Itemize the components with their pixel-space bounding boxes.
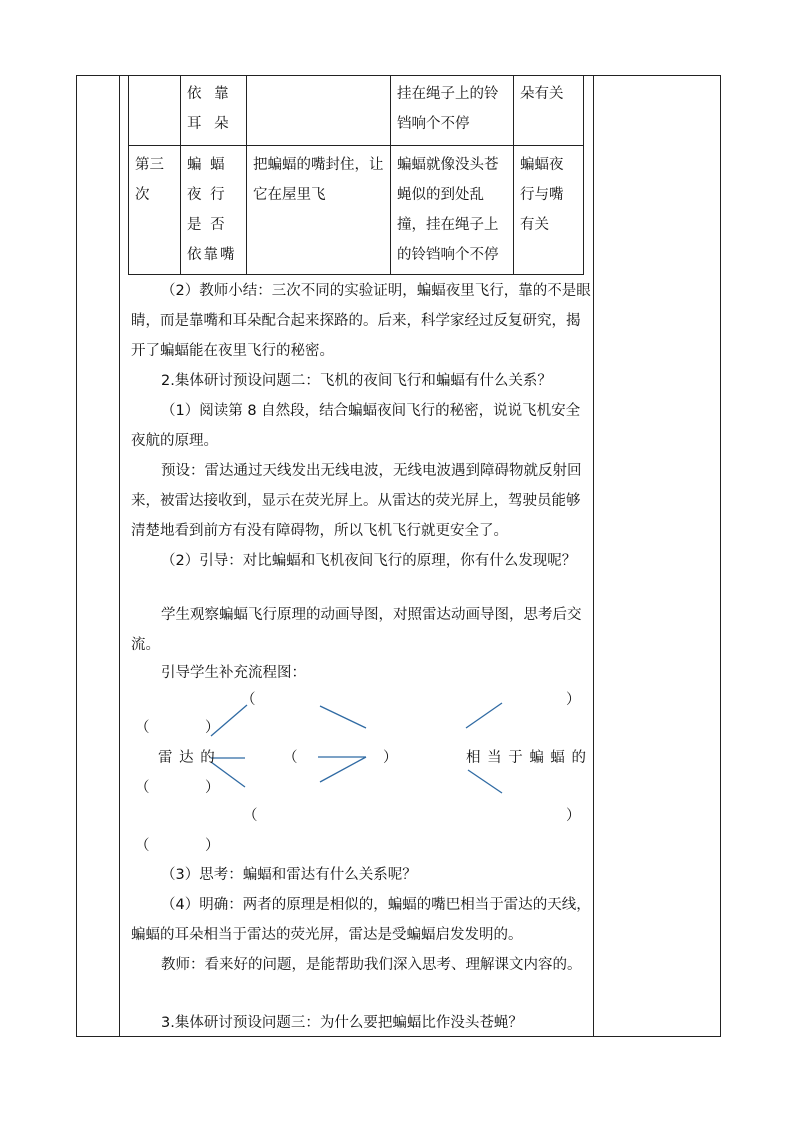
teacher-summary: （2）教师小结：三次不同的实验证明，蝙蝠夜里飞行，靠的不是眼睛，而是靠嘴和耳朵配合起来探路的。后来，科学家经过反复研究，揭开了蝙蝠能在夜里飞行的秘密。	[131, 283, 591, 359]
blank-open: （	[135, 838, 150, 854]
table-cell: 把蝙蝠的嘴封住，让它在屋里飞	[247, 145, 391, 274]
radar-label: 雷 达 的	[158, 750, 216, 766]
blank-open: （	[135, 780, 150, 796]
blank-close: ）	[566, 692, 581, 708]
table-cell: 蝙 蝠 夜 行 是 否 依靠嘴	[181, 145, 247, 274]
read-paragraph-task: （1）阅读第 8 自然段，结合蝙蝠夜间飞行的秘密，说说飞机安全夜航的原理。	[131, 403, 581, 449]
question-two-heading: 2.集体研讨预设问题二：飞机的夜间飞行和蝙蝠有什么关系？	[161, 373, 552, 389]
table-cell: 第三次	[129, 145, 181, 274]
question-three-heading: 3.集体研讨预设问题三：为什么要把蝙蝠比作没头苍蝇？	[161, 1015, 523, 1031]
blank-close: ）	[205, 838, 220, 854]
table-cell: 依 靠 耳 朵	[181, 75, 247, 145]
teacher-remark: 教师：看来好的问题，是能帮助我们深入思考、理解课文内容的。	[161, 957, 582, 973]
table-cell: 朵有关	[514, 75, 584, 145]
flow-line	[320, 757, 366, 782]
flow-line	[466, 703, 502, 728]
blank-open: （	[283, 750, 298, 766]
blank-open: （	[135, 720, 150, 736]
blank-open: （	[241, 692, 256, 708]
blank-close: ）	[205, 780, 220, 796]
student-activity: 学生观察蝙蝠飞行原理的动画导图，对照雷达动画导图，思考后交流。	[131, 607, 582, 653]
guide-question: （2）引导：对比蝙蝠和飞机夜间飞行的原理，你有什么发现呢？	[161, 553, 577, 569]
blank-close: ）	[205, 720, 220, 736]
clarification: （4）明确：两者的原理是相似的，蝙蝠的嘴巴相当于雷达的天线，蝙蝠的耳朵相当于雷达的荧光屏，雷达是受蝙蝠启发发明的。	[131, 897, 591, 943]
flow-line	[468, 770, 502, 793]
blank-close: ）	[383, 750, 398, 766]
table-cell: 挂在绳子上的铃铛响个不停	[391, 75, 514, 145]
flow-line	[320, 706, 366, 728]
table-cell: 蝙蝠夜行与嘴有关	[514, 145, 584, 274]
flowchart-intro: 引导学生补充流程图：	[161, 665, 306, 681]
think-question: （3）思考：蝙蝠和雷达有什么关系呢？	[161, 867, 417, 883]
equivalent-bat-label: 相 当 于 蝙 蝠 的	[466, 750, 588, 766]
blank-open: （	[243, 808, 258, 824]
blank-close: ）	[566, 808, 581, 824]
table-cell: 蝙蝠就像没头苍蝇似的到处乱撞，挂在绳子上的铃铛响个不停	[391, 145, 514, 274]
preset-answer: 预设：雷达通过天线发出无线电波，无线电波遇到障碍物就反射回来，被雷达接收到，显示在荧光屏上。从雷达的荧光屏上，驾驶员能够清楚地看到前方有没有障碍物，所以飞机飞行就更安全了。	[131, 463, 582, 539]
